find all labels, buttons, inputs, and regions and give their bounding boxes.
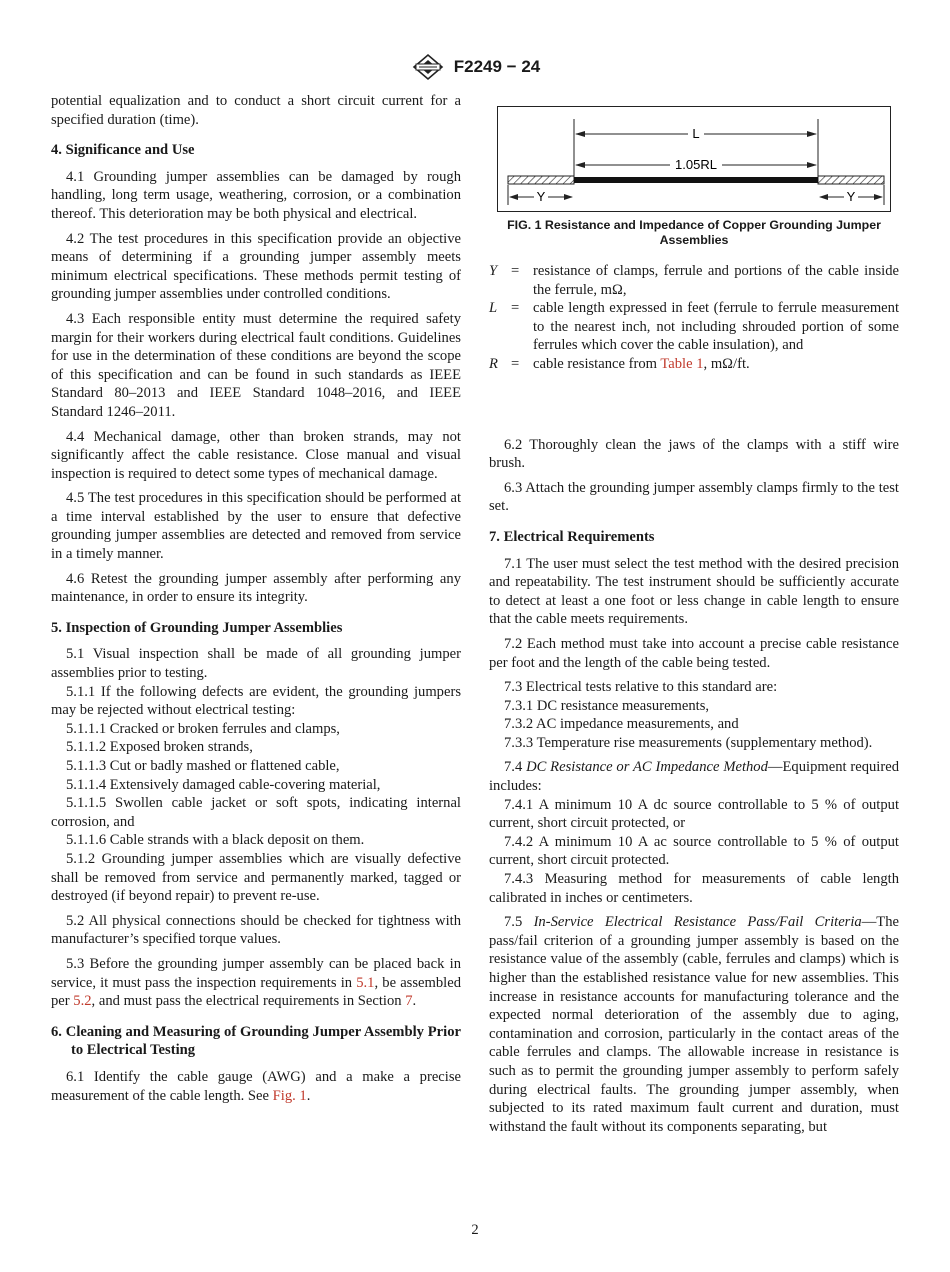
text-run: . bbox=[412, 993, 417, 1010]
definition-text: cable length expressed in feet (ferrule to ferrule measurement to the nearest inch, not including shrouded portion of some ferrules which cover the cable insulation), and bbox=[533, 300, 899, 354]
paragraph: 5.1.2 Grounding jumper assemblies which are visually defective shall be removed from service and permanently marked, tagged or destroyed (if beyond repair) to prevent re-use. bbox=[51, 850, 461, 905]
list-item: 5.1.1.4 Extensively damaged cable-covering material, bbox=[66, 776, 381, 793]
variable-definitions bbox=[489, 262, 899, 374]
italic-title: In-Service Electrical Resistance Pass/Fail Criteria bbox=[533, 914, 862, 931]
arrow-left-icon bbox=[575, 162, 585, 168]
text-run: 7.5 bbox=[504, 914, 534, 931]
link-fig-1[interactable]: Fig. 1 bbox=[272, 1087, 307, 1104]
ferrule-right bbox=[818, 176, 884, 184]
astm-logo-icon bbox=[410, 52, 446, 82]
arrow-right-icon bbox=[807, 162, 817, 168]
label-1-05rl: 1.05RL bbox=[675, 157, 717, 172]
symbol: L bbox=[489, 300, 498, 317]
section-heading: 7. Electrical Requirements bbox=[489, 528, 655, 545]
arrow-right-icon bbox=[564, 194, 573, 200]
text-run: —Equipment required includes: bbox=[489, 759, 899, 795]
list-item: 5.1.1.2 Exposed broken strands, bbox=[66, 739, 253, 756]
cable-diagram bbox=[498, 107, 890, 211]
paragraph: 4.1 Grounding jumper assemblies can be damaged by rough handling, long term usage, weathering, corrosion, or a combination thereof. This deterioration may be both physical and electrical. bbox=[51, 168, 461, 222]
right-column bbox=[489, 98, 899, 1142]
label-y-left: Y bbox=[536, 189, 546, 204]
paragraph: 4.5 The test procedures in this specification should be performed at a time interval established by the user to ensure that defective grounding jumper assemblies are detected and removed from service in a timely manner. bbox=[51, 490, 461, 563]
definition-item bbox=[489, 262, 899, 299]
paragraph: 7.1 The user must select the test method with the desired precision and repeatability. The test instrument should be sufficiently accurate to detect at least a one foot or less change in cable length to ensure that the cable meets requirements. bbox=[489, 555, 899, 628]
link-section-5-1[interactable]: 5.1 bbox=[356, 974, 375, 991]
symbol: R bbox=[489, 355, 498, 372]
arrow-right-icon bbox=[807, 131, 817, 137]
link-table-1[interactable]: Table 1 bbox=[660, 355, 704, 372]
spacer bbox=[489, 374, 899, 436]
equals: = bbox=[511, 300, 520, 317]
text-run: , be assembled per bbox=[51, 974, 461, 1010]
paragraph: 4.2 The test procedures in this specification provide an objective means of determining if a grounding jumper assembly meets minimum electrical specifications. These methods permit testing of grounding jumper assemblies under controlled conditions. bbox=[51, 230, 461, 303]
text-run: , mΩ/ft. bbox=[703, 355, 750, 372]
text-run: 7.4 bbox=[504, 759, 527, 776]
text-run: —The pass/fail criterion of a grounding jumper assembly is based on the resistance value of the assembly (cable, ferrules and clamps) which is higher than the established resistance value for new assemblies. This increase in resistance accounts for manufacturing tolerance and the expected normal deterioration of the assembly due to aging, contamination and corrosion, particularly in the contact areas of the cable ferrules and clamps. The allowable increase in resistance is such as to permit the grounding jumper assembly to perform safely during electrical faults. The grounding jumper assembly, when subjected to its rated maximum fault current and duration, must withstand the fault without its components separating, but bbox=[489, 914, 899, 1135]
cable-conductor bbox=[574, 177, 818, 183]
list-item: 5.1.1.5 Swollen cable jacket or soft spots, indicating internal corrosion, and bbox=[51, 795, 461, 830]
list-item: 7.4.2 A minimum 10 A ac source controllable to 5 % of output current, short circuit protected. bbox=[489, 833, 899, 869]
section-heading: 5. Inspection of Grounding Jumper Assemblies bbox=[51, 619, 343, 636]
text-run: 6.1 Identify the cable gauge (AWG) and a make a precise measurement of the cable length. See bbox=[51, 1068, 461, 1104]
paragraph bbox=[489, 758, 899, 795]
paragraph: 4.3 Each responsible entity must determine the required safety margin for their workers during electrical fault conditions. Guidelines for use in the determination of these conditions are beyond the scope of this specification and can be found in such standards as IEEE Standard 80–2013 and IEEE Standard 1048–2016, and IEEE Standard 1246–2011. bbox=[51, 310, 461, 420]
list-item: 7.3.2 AC impedance measurements, and bbox=[504, 716, 739, 733]
list-item: 7.3.1 DC resistance measurements, bbox=[504, 697, 710, 714]
text-run: 5.3 Before the grounding jumper assembly can be placed back in service, it must pass the inspection requirements in bbox=[51, 955, 461, 991]
paragraph bbox=[51, 1068, 461, 1105]
section-heading: 6. Cleaning and Measuring of Grounding Jumper Assembly Prior to Electrical Testing bbox=[51, 1023, 461, 1059]
paragraph bbox=[51, 955, 461, 1011]
paragraph: 4.6 Retest the grounding jumper assembly after performing any maintenance, in order to ensure its integrity. bbox=[51, 570, 461, 606]
paragraph bbox=[489, 913, 899, 1136]
arrow-left-icon bbox=[509, 194, 518, 200]
equals: = bbox=[511, 355, 520, 372]
page-number: 2 bbox=[471, 1222, 479, 1238]
label-y-right: Y bbox=[846, 189, 856, 204]
definition-text bbox=[533, 355, 899, 374]
paragraph: 7.2 Each method must take into account a precise cable resistance per foot and the length of the cable being tested. bbox=[489, 635, 899, 671]
section-heading: 4. Significance and Use bbox=[51, 142, 195, 159]
definition-item bbox=[489, 355, 899, 374]
arrow-left-icon bbox=[819, 194, 828, 200]
list-item: 7.4.1 A minimum 10 A dc source controllable to 5 % of output current, short circuit protected, or bbox=[489, 796, 899, 832]
list-item: 5.1.1.3 Cut or badly mashed or flattened cable, bbox=[66, 758, 340, 774]
paragraph: 5.1.1 If the following defects are evident, the grounding jumpers may be rejected without electrical testing: bbox=[51, 683, 461, 719]
paragraph: potential equalization and to conduct a short circuit current for a specified duration (time). bbox=[51, 93, 461, 128]
label-l: L bbox=[692, 126, 700, 141]
list-item: 7.4.3 Measuring method for measurements of cable length calibrated in inches or centimeters. bbox=[489, 871, 899, 906]
text-run: cable resistance from bbox=[533, 355, 661, 372]
page-header bbox=[0, 52, 950, 86]
italic-title: DC Resistance or AC Impedance Method bbox=[526, 759, 768, 776]
text-run: , and must pass the electrical requirements in Section bbox=[91, 993, 406, 1010]
arrow-left-icon bbox=[575, 131, 585, 137]
definition-item bbox=[489, 299, 899, 355]
arrow-right-icon bbox=[874, 194, 883, 200]
link-section-5-2[interactable]: 5.2 bbox=[73, 993, 92, 1010]
link-section-7[interactable]: 7 bbox=[405, 993, 413, 1010]
list-item: 5.1.1.1 Cracked or broken ferrules and clamps, bbox=[66, 720, 340, 737]
ferrule-left bbox=[508, 176, 574, 184]
paragraph: 4.4 Mechanical damage, other than broken strands, may not significantly affect the cable resistance. Close manual and visual inspection is required to detect some types of mechanical damage. bbox=[51, 428, 461, 482]
list-item: 7.3.3 Temperature rise measurements (supplementary method). bbox=[504, 734, 873, 751]
text-run: . bbox=[306, 1087, 311, 1104]
list-item: 5.1.1.6 Cable strands with a black deposit on them. bbox=[66, 832, 365, 849]
left-column bbox=[51, 92, 461, 1111]
paragraph: 5.1 Visual inspection shall be made of all grounding jumper assemblies prior to testing. bbox=[51, 646, 461, 682]
paragraph: 6.2 Thoroughly clean the jaws of the clamps with a stiff wire brush. bbox=[489, 436, 899, 472]
paragraph: 7.3 Electrical tests relative to this standard are: bbox=[504, 679, 778, 696]
equals: = bbox=[511, 263, 520, 279]
symbol: Y bbox=[489, 263, 498, 279]
definition-text: resistance of clamps, ferrule and portions of the cable inside the ferrule, mΩ, bbox=[533, 263, 899, 298]
paragraph: 5.2 All physical connections should be checked for tightness with manufacturer’s specified torque values. bbox=[51, 912, 461, 948]
paragraph: 6.3 Attach the grounding jumper assembly clamps firmly to the test set. bbox=[489, 479, 899, 515]
document-code: F2249 − 24 bbox=[453, 57, 541, 76]
figure-caption: FIG. 1 Resistance and Impedance of Copper Grounding Jumper Assemblies bbox=[507, 218, 881, 247]
figure-1 bbox=[497, 106, 891, 212]
